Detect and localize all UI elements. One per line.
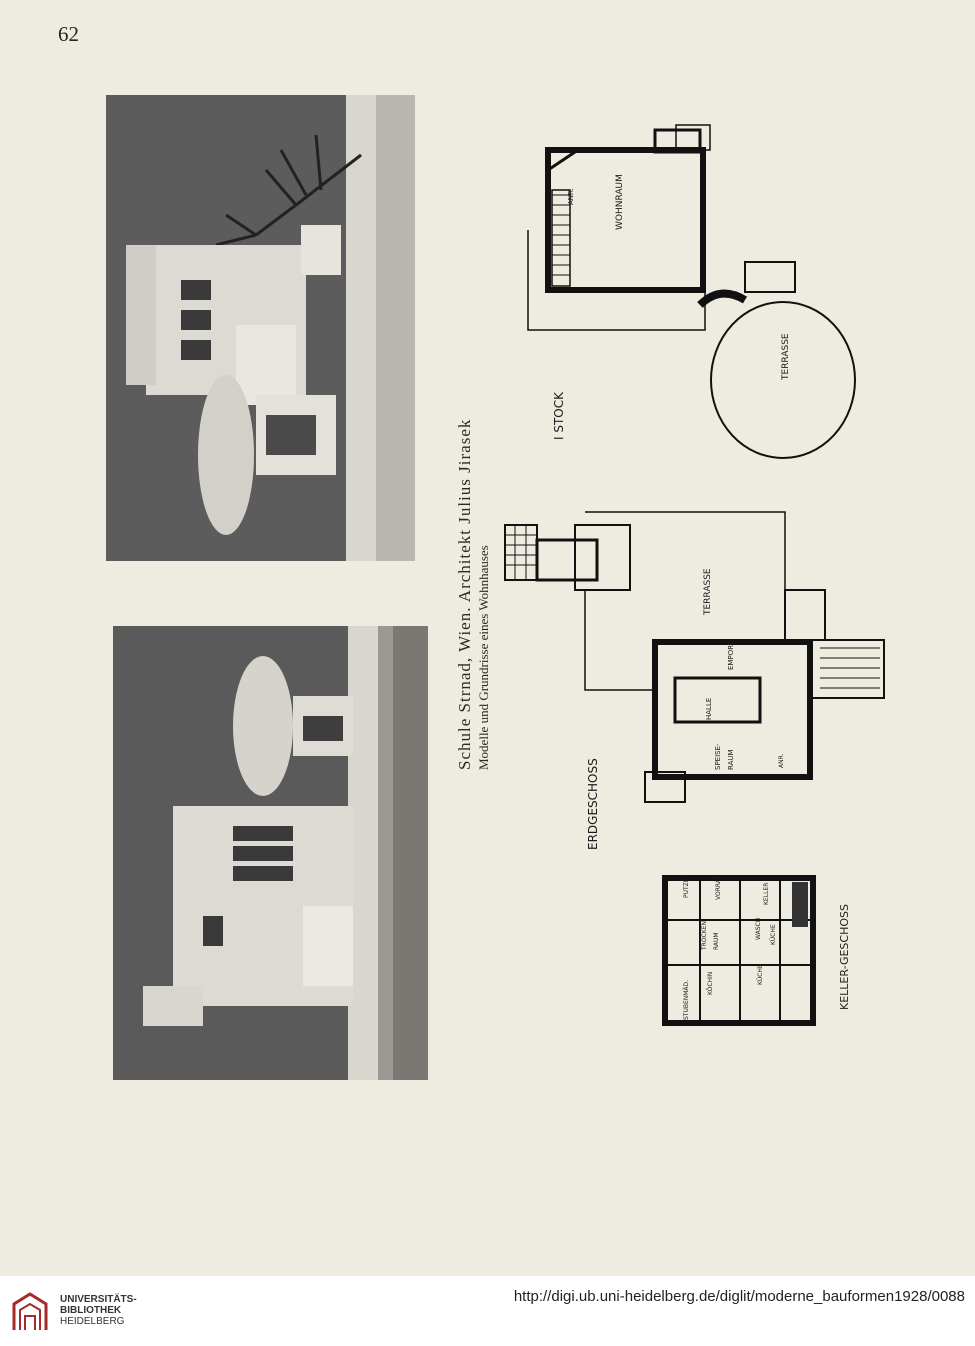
plan-upper-floor xyxy=(528,125,855,458)
plan-basement xyxy=(665,876,851,1023)
footer-bar xyxy=(0,1276,975,1346)
library-line-1: UNIVERSITÄTS- xyxy=(60,1294,137,1305)
room-label-koechin: KÖCHIN xyxy=(707,971,714,995)
room-label-halle: HALLE xyxy=(705,697,713,720)
room-label-wasch: WASCH xyxy=(755,917,762,940)
room-label-speise: SPEISE- xyxy=(714,743,722,770)
room-label-kueche-wasch: KÜCHE xyxy=(770,924,777,945)
university-library-logo-icon xyxy=(8,1290,52,1334)
room-label-stubenmaed: STUBENMÄD. xyxy=(683,979,690,1020)
library-line-2: BIBLIOTHEK xyxy=(60,1305,122,1316)
room-label-trocken: TROCKEN xyxy=(701,921,708,950)
room-label-empore: EMPORE xyxy=(727,640,735,670)
room-label-keller: KELLER xyxy=(763,882,770,905)
caption-title: Schule Strnad, Wien. Architekt Julius Jirasek xyxy=(455,418,474,770)
room-label-wohnraum: WOHNRAUM xyxy=(615,174,625,230)
room-label-putzr: PUTZR. xyxy=(683,876,690,898)
room-label-anr-ground: ANR. xyxy=(778,753,785,768)
heading-erdgeschoss: ERDGESCHOSS xyxy=(586,758,600,850)
heading-keller-geschoss: KELLER-GESCHOSS xyxy=(838,904,851,1010)
library-name xyxy=(60,1294,137,1327)
terrace-label-ground: TERRASSE xyxy=(703,568,713,615)
plan-ground-floor xyxy=(505,512,884,850)
room-label-anr-upper: ANR. xyxy=(567,188,575,205)
room-label-raum-basement: RAUM xyxy=(713,932,720,950)
caption-subtitle: Modelle und Grundrisse eines Wohnhauses xyxy=(476,545,491,770)
room-label-kueche: KÜCHE xyxy=(757,964,764,985)
source-url-link[interactable]: http://digi.ub.uni-heidelberg.de/diglit/moderne_bauformen1928/0088 xyxy=(513,1288,965,1305)
heading-i-stock: I STOCK xyxy=(552,392,566,440)
room-label-vorrat: VORRAT xyxy=(715,875,722,900)
terrace-label-upper: TERRASSE xyxy=(781,333,791,380)
page-number: 62 xyxy=(58,22,79,46)
library-line-3: HEIDELBERG xyxy=(60,1316,125,1327)
room-label-raum: RAUM xyxy=(727,749,735,770)
